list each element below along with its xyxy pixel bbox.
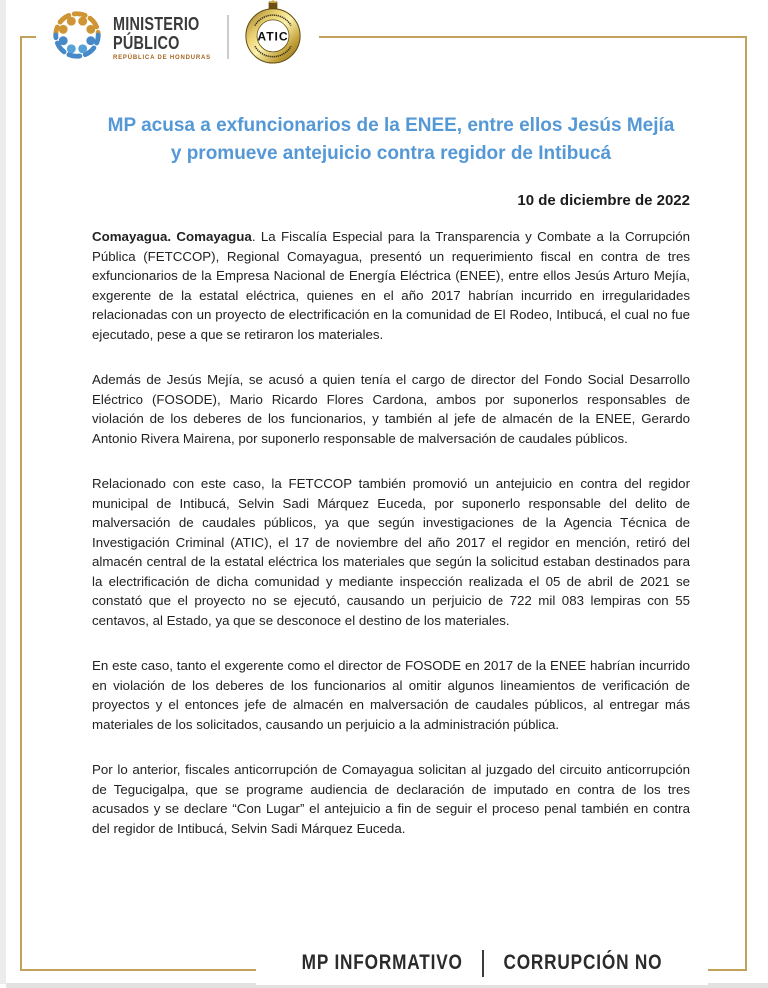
paragraph-3: [92, 474, 690, 630]
paragraph-5: [92, 760, 690, 838]
article-title-line2: y promueve antejuicio contra regidor de Intibucá: [170, 143, 612, 164]
org-subtitle: REPÚBLICA DE HONDURAS: [113, 54, 211, 61]
paragraph-4: [92, 656, 690, 734]
org-name-line2: PÚBLICO: [113, 31, 180, 53]
paragraph-2: [92, 370, 690, 448]
article-title-line1: MP acusa a exfuncionarios de la ENEE, entre ellos Jesús Mejía: [107, 115, 675, 136]
article-title: [92, 112, 690, 168]
footer-label-corrupcion-no: CORRUPCIÓN NO: [503, 951, 663, 974]
article-body: [92, 0, 690, 864]
paragraph-3-text: Relacionado con este caso, la FETCCOP también promovió un antejuicio en contra del regidor municipal de Intibucá, Selvin Sadi Márquez Euceda, por suponerlo responsable del delito de malversación de caudales públicos, ya que según investigaciones de la Agencia Técnica de Investigación Criminal (ATIC), el 17 de noviembre del año 2017 el regidor en mención, retiró del almacén central de la estatal eléctrica los materiales que según la solicitud estaban destinados para la electrificación de dicha comunidad y mediante inspección realizada el 05 de abril de 2021 se constató que el proyecto no se ejecutó, causando un perjuicio de 722 mil 083 lempiras con 55 centavos, al Estado, ya que se desconoce el destino de los materiales.: [92, 476, 690, 628]
paragraph-1-lead: Comayagua. Comayagua: [92, 229, 252, 244]
paragraph-1: [92, 227, 690, 344]
paragraph-4-text: En este caso, tanto el exgerente como el director de FOSODE en 2017 de la ENEE habrían incurrido en violación de los deberes de los funcionarios al omitir algunos lineamientos de verificación de proyectos y el entonces jefe de almacén en malversación de caudales públicos, al entregar más materiales de los solicitados, causando un perjuicio a la administración pública.: [92, 658, 690, 732]
document-footer: [256, 941, 708, 985]
org-name-line1: MINISTERIO: [113, 12, 200, 34]
footer-separator-bar: [482, 950, 484, 977]
paragraph-2-text: Además de Jesús Mejía, se acusó a quien tenía el cargo de director del Fondo Social Desarrollo Eléctrico (FOSODE), Mario Ricardo Flores Cardona, ambos por suponerlos responsables de violación de los deberes de los funcionarios, y también al jefe de almacén de la ENEE, Gerardo Antonio Rivera Mairena, por suponerlo responsable de malversación de caudales públicos.: [92, 372, 690, 446]
page-edge-left: [0, 0, 6, 984]
article-date: 10 de diciembre de 2022: [517, 192, 690, 209]
paragraph-1-text: . La Fiscalía Especial para la Transparencia y Combate a la Corrupción Pública (FETCCOP), Regional Comayagua, presentó un requerimiento fiscal en contra de tres exfuncionarios de la Empresa Nacional de Energía Eléctrica (ENEE), entre ellos Jesús Arturo Mejía, exgerente de la estatal eléctrica, quienes en el año 2017 habrían incurrido en irregularidades relacionadas con un proyecto de electrificación en la comunidad de El Rodeo, Intibucá, el cual no fue ejecutado, pese a que se retiraron los materiales.: [92, 229, 690, 342]
paragraph-5-text: Por lo anterior, fiscales anticorrupción de Comayagua solicitan al juzgado del circuito anticorrupción de Tegucigalpa, que se programe audiencia de declaración de imputado en contra de los tres acusados y se declare “Con Lugar” el antejuicio a fin de seguir el proceso penal también en contra del regidor de Intibucá, Selvin Sadi Márquez Euceda.: [92, 762, 690, 836]
atic-seal-text: ATIC: [257, 29, 289, 44]
footer-label-mp-informativo: MP INFORMATIVO: [301, 951, 463, 974]
